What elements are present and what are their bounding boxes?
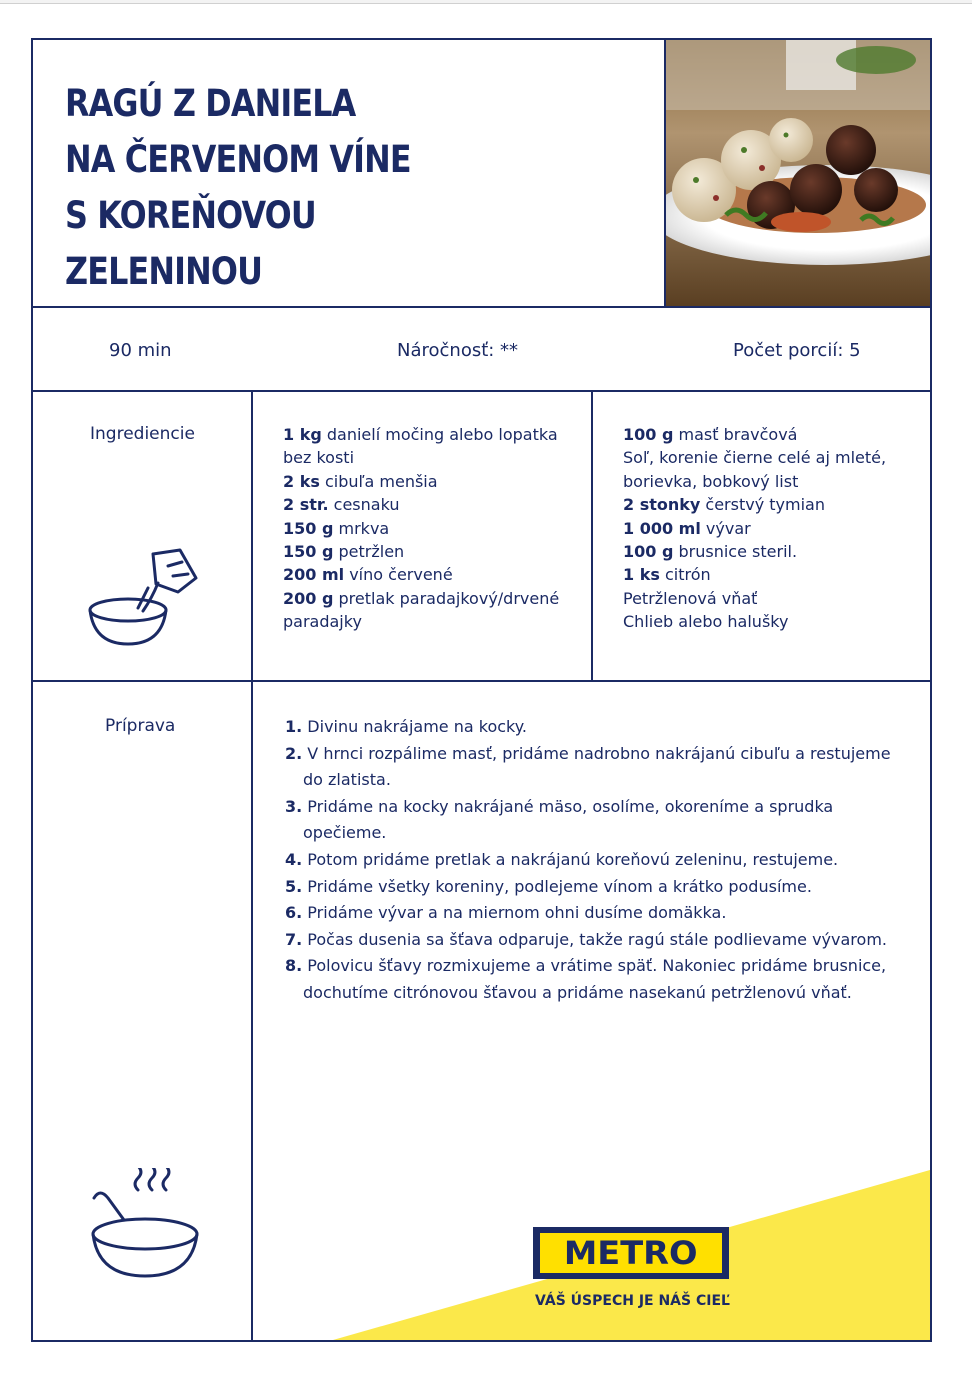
mixing-bowl-icon — [88, 548, 200, 646]
ingredients-column-1 — [283, 423, 573, 634]
ingredient-item: 200 ml víno červené — [283, 565, 453, 585]
divider-label-column — [251, 390, 253, 1340]
frying-pan-icon — [88, 1168, 203, 1280]
recipe-card — [31, 38, 932, 1342]
ingredient-item: 150 g petržlen — [283, 542, 405, 562]
cooking-time: 90 min — [109, 340, 172, 361]
ingredient-item: Petržlenová vňať — [623, 588, 758, 608]
ingredient-item: 2 ks cibuľa menšia — [283, 471, 438, 491]
ingredient-item: 100 g masť bravčová — [623, 425, 798, 444]
difficulty: Náročnosť: ** — [397, 340, 519, 361]
recipe-page — [0, 3, 972, 1373]
step-item: 6. Pridáme vývar a na miernom ohni dusíme domäkka. — [285, 903, 727, 923]
title-line: NA ČERVENOM VÍNE — [65, 138, 411, 181]
ingredient-item: 100 g brusnice steril. — [623, 542, 798, 562]
title-line: S KOREŇOVOU — [65, 194, 316, 237]
logo-text: METRO — [564, 1234, 698, 1272]
ingredients-column-2 — [623, 423, 913, 634]
step-item: 7. Počas dusenia sa šťava odparuje, takže ragú stále podlievame vývarom. — [285, 929, 887, 949]
metro-logo — [533, 1227, 729, 1279]
divider-meta — [33, 390, 930, 392]
dish-photo — [666, 40, 932, 306]
brand-slogan: VÁŠ ÚSPECH JE NÁŠ CIEĽ — [535, 1293, 730, 1309]
divider-ingredients — [33, 680, 930, 682]
ingredient-item: 1 kg danielí močing alebo lopatka bez kosti — [283, 425, 558, 468]
servings: Počet porcií: 5 — [733, 340, 861, 361]
step-item: 4. Potom pridáme pretlak a nakrájanú koreňovú zeleninu, restujeme. — [285, 849, 839, 869]
recipe-title — [65, 76, 411, 300]
ingredient-item: 1 ks citrón — [623, 565, 711, 585]
title-line: RAGÚ Z DANIELA — [65, 82, 356, 125]
ingredients-label: Ingrediencie — [90, 424, 195, 444]
step-item: 2. V hrnci rozpálime masť, pridáme nadrobno nakrájanú cibuľu a restujeme do zlatista. — [285, 743, 891, 790]
ingredient-item: 200 g pretlak paradajkový/drvené paradajky — [283, 588, 560, 632]
ingredient-item: 2 str. cesnaku — [283, 495, 400, 515]
preparation-label: Príprava — [105, 716, 176, 736]
ingredient-item: Chlieb alebo halušky — [623, 612, 789, 632]
divider-ingredient-columns — [591, 390, 593, 680]
step-item: 8. Polovicu šťavy rozmixujeme a vrátime späť. Nakoniec pridáme brusnice, dochutíme citrónovou šťavou a pridáme nasekanú petržlenovú vňať. — [285, 956, 887, 1002]
title-line: ZELENINOU — [65, 250, 263, 293]
ingredient-item: 2 stonky čerstvý tymian — [623, 495, 825, 515]
ingredient-item: Soľ, korenie čierne celé aj mleté, borievka, bobkový list — [623, 448, 887, 491]
step-item: 5. Pridáme všetky koreniny, podlejeme vínom a krátko podusíme. — [285, 876, 812, 896]
step-item: 3. Pridáme na kocky nakrájané mäso, osolíme, okoreníme a sprudka opečieme. — [285, 796, 834, 843]
preparation-steps — [285, 714, 905, 1007]
ingredient-item: 1 000 ml vývar — [623, 518, 751, 538]
divider-header — [33, 306, 930, 308]
step-item: 1. Divinu nakrájame na kocky. — [285, 717, 527, 736]
ingredient-item: 150 g mrkva — [283, 518, 390, 538]
